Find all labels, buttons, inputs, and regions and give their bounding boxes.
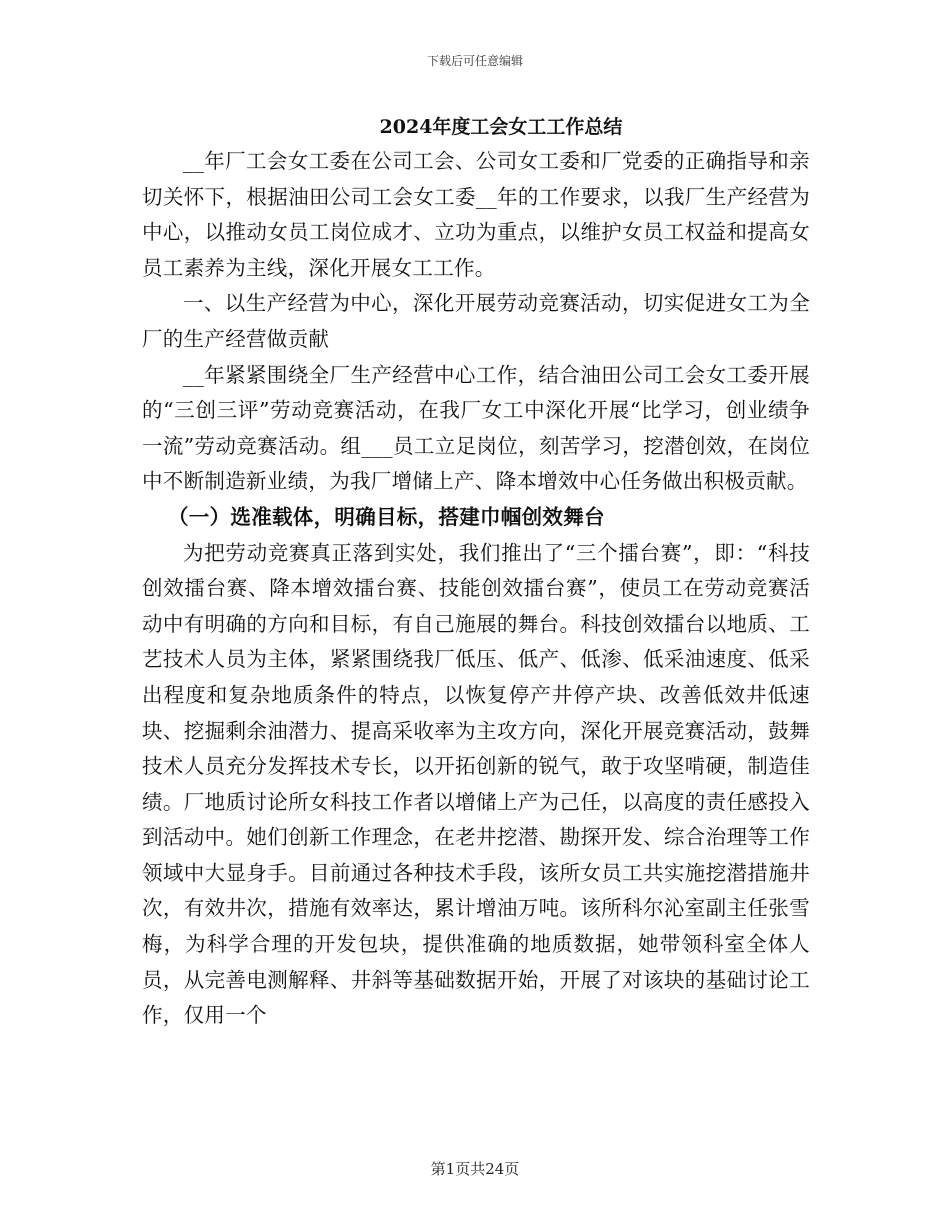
document-body xyxy=(142,110,810,1034)
subsection-heading-1: （一）选准载体，明确目标，搭建巾帼创效舞台 xyxy=(168,504,605,529)
paragraph-section-1: __年紧紧围绕全厂生产经营中心工作，结合油田公司工会女工委开展的“三创三评”劳动竞赛活动，在我厂女工中深化开展“比学习，创业绩争一流”劳动竞赛活动。组___员工立足岗位，刻苦学习，挖潜创效，在岗位中不断制造新业绩，为我厂增储上产、降本增效中心任务做出积极贡献。 xyxy=(142,362,810,494)
paragraph-intro: __年厂工会女工委在公司工会、公司女工委和厂党委的正确指导和亲切关怀下，根据油田公司工会女工委__年的工作要求，以我厂生产经营为中心，以推动女员工岗位成才、立功为重点，以维护女员工权益和提高女员工素养为主线，深化开展女工工作。 xyxy=(142,149,810,280)
document-title: 2024年度工会女工工作总结 xyxy=(379,116,623,138)
page-number: 第1页共24页 xyxy=(430,1160,520,1178)
section-heading-1: 一、以生产经营为中心，深化开展劳动竞赛活动，切实促进女工为全厂的生产经营做贡献 xyxy=(142,291,810,351)
page-header-note: 下载后可任意编辑 xyxy=(426,54,523,68)
paragraph-subsection-1: 为把劳动竞赛真正落到实处，我们推出了“三个擂台赛”，即：“科技创效擂台赛、降本增效擂台赛、技能创效擂台赛”，使员工在劳动竞赛活动中有明确的方向和目标，有自己施展的舞台。科技创效擂台以地质、工艺技术人员为主体，紧紧围绕我厂低压、低产、低渗、低采油速度、低采出程度和复杂地质条件的特点，以恢复停产井停产块、改善低效井低速块、挖掘剩余油潜力、提高采收率为主攻方向，深化开展竞赛活动，鼓舞技术人员充分发挥技术专长，以开拓创新的锐气，敢于攻坚啃硬，制造佳绩。厂地质讨论所女科技工作者以增储上产为己任，以高度的责任感投入到活动中。她们创新工作理念，在老井挖潜、勘探开发、综合治理等工作领域中大显身手。目前通过各种技术手段，该所女员工共实施挖潜措施井次，有效井次，措施有效率达，累计增油万吨。该所科尔沁室副主任张雪梅，为科学合理的开发包块，提供准确的地质数据，她带领科室全体人员，从完善电测解释、井斜等基础数据开始，开展了对该块的基础讨论工作，仅用一个 xyxy=(142,540,810,1028)
